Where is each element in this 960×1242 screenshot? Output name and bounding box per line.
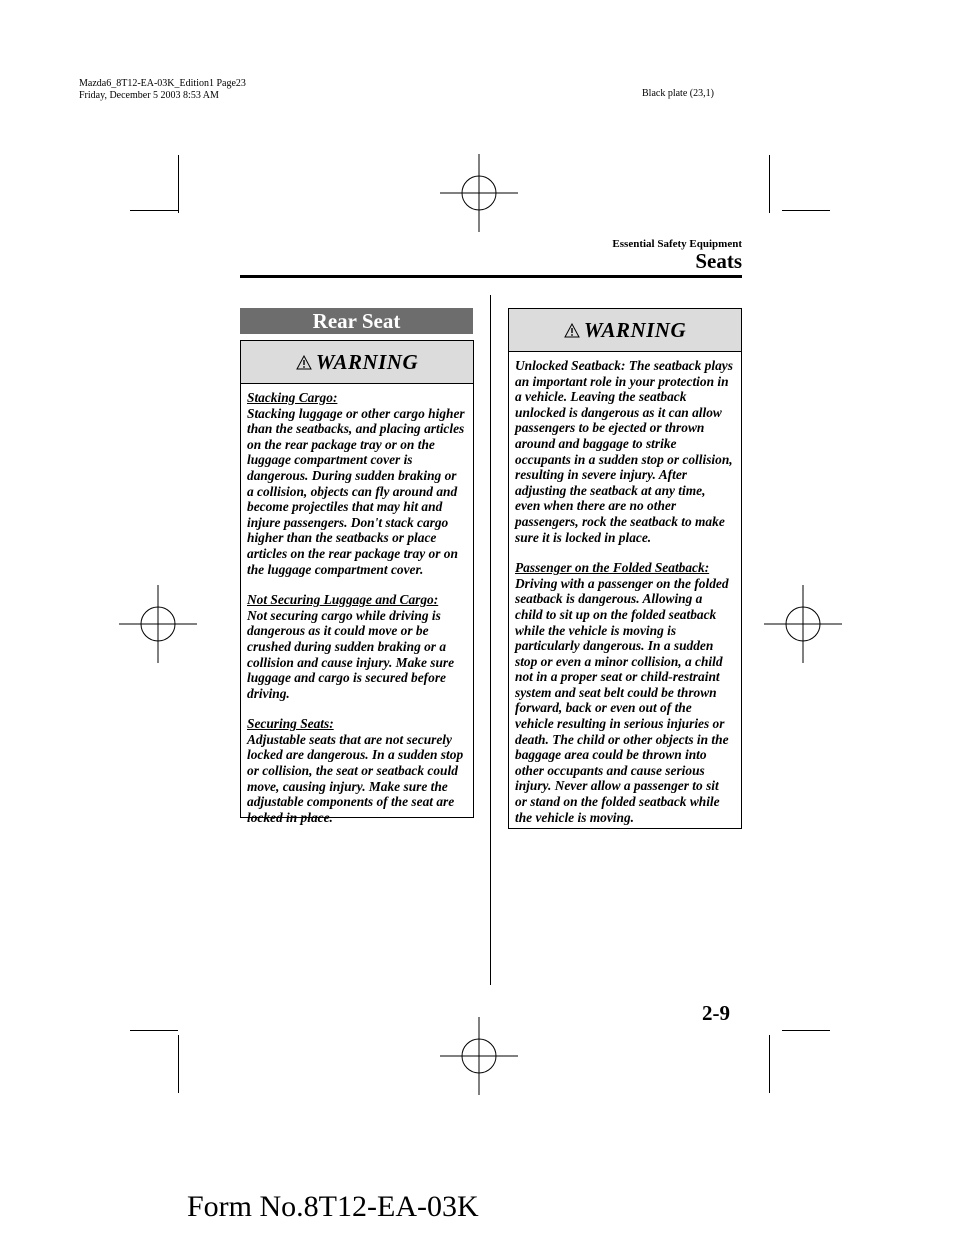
crop-mark <box>769 155 770 213</box>
warning-title-bar <box>241 341 473 384</box>
warning-box-right <box>508 308 742 829</box>
crop-mark <box>769 1035 770 1093</box>
crop-mark <box>130 210 178 211</box>
warning-paragraph-text: Unlocked Seatback: The seatback plays an important role in your protection in a vehicle. Leaving the seatback unlocked is dangerous as it can allow passengers to be ejected or thrown around and baggage to strike occupants in a sudden stop or collision, resulting in severe injury. After adjusting the seatback at any time, even when there are no other passengers, rock the seatback to make sure it is locked in place. <box>515 358 733 545</box>
warning-paragraph-text: Stacking luggage or other cargo higher than the seatbacks, and placing articles on the rear package tray or on the luggage compartment cover is dangerous. During sudden braking or a collision, objects can fly around and become projectiles that may hit and injure passengers. Don't stack cargo higher than the seatbacks or place articles on the rear package tray or on the luggage compartment cover. <box>247 405 465 577</box>
print-job-line: Mazda6_8T12-EA-03K_Edition1 Page23 <box>79 78 246 89</box>
warning-title: WARNING <box>583 317 687 342</box>
warning-paragraph-text: Not securing cargo while driving is dangerous as it could move or be crushed during sudden braking or a collision and cause injury. Make sure luggage and cargo is secured before driving. <box>247 607 455 701</box>
section-title: Essential Safety Equipment <box>612 238 742 250</box>
warning-paragraph-text: Adjustable seats that are not securely locked are dangerous. In a sudden stop or collision, the seat or seatback could move, causing injury. Make sure the adjustable components of the seat are locked in place. <box>247 731 464 825</box>
form-number: Form No.8T12-EA-03K <box>187 1190 479 1223</box>
warning-paragraph-heading: Stacking Cargo: <box>247 390 338 405</box>
crop-mark <box>130 1030 178 1031</box>
warning-body <box>509 352 741 833</box>
warning-paragraph-text: Driving with a passenger on the folded seatback is dangerous. Allowing a child to sit up on the folded seatback while the vehicle is moving is particularly dangerous. In a sudden stop or even a minor collision, a child not in a proper seat or child-restraint system and seat belt could be thrown forward, back or even out of the vehicle resulting in serious injuries or death. The child or other objects in the baggage area could be thrown into other occupants and cause serious injury. Never allow a passenger to sit or stand on the folded seatback while the vehicle is moving. <box>515 575 729 825</box>
crop-mark <box>782 210 830 211</box>
registration-mark-icon <box>440 154 518 232</box>
plate-label: Black plate (23,1) <box>642 88 714 99</box>
warning-paragraph <box>247 592 465 701</box>
warning-title: WARNING <box>315 349 419 374</box>
warning-triangle-icon <box>296 355 312 370</box>
warning-body <box>241 384 473 833</box>
registration-mark-icon <box>764 585 842 663</box>
warning-paragraph-heading: Passenger on the Folded Seatback: <box>515 560 710 576</box>
registration-mark-icon <box>119 585 197 663</box>
warning-paragraph <box>515 358 733 545</box>
warning-paragraph <box>247 716 465 825</box>
warning-triangle-icon <box>564 323 580 338</box>
crop-mark <box>178 1035 179 1093</box>
crop-mark <box>178 155 179 213</box>
warning-title-bar <box>509 309 741 352</box>
print-job-info <box>79 78 246 102</box>
warning-paragraph-heading: Not Securing Luggage and Cargo: <box>247 592 439 608</box>
warning-paragraph <box>247 390 465 577</box>
warning-box-left <box>240 340 474 825</box>
rear-seat-heading: Rear Seat <box>240 308 473 334</box>
registration-mark-icon <box>440 1017 518 1095</box>
chapter-title: Seats <box>695 249 742 273</box>
print-job-date: Friday, December 5 2003 8:53 AM <box>79 90 219 101</box>
crop-mark <box>782 1030 830 1031</box>
column-divider <box>490 295 491 985</box>
warning-paragraph <box>515 560 733 825</box>
header-rule <box>240 275 742 278</box>
page-number: 2-9 <box>702 1001 730 1025</box>
warning-paragraph-heading: Securing Seats: <box>247 716 334 732</box>
